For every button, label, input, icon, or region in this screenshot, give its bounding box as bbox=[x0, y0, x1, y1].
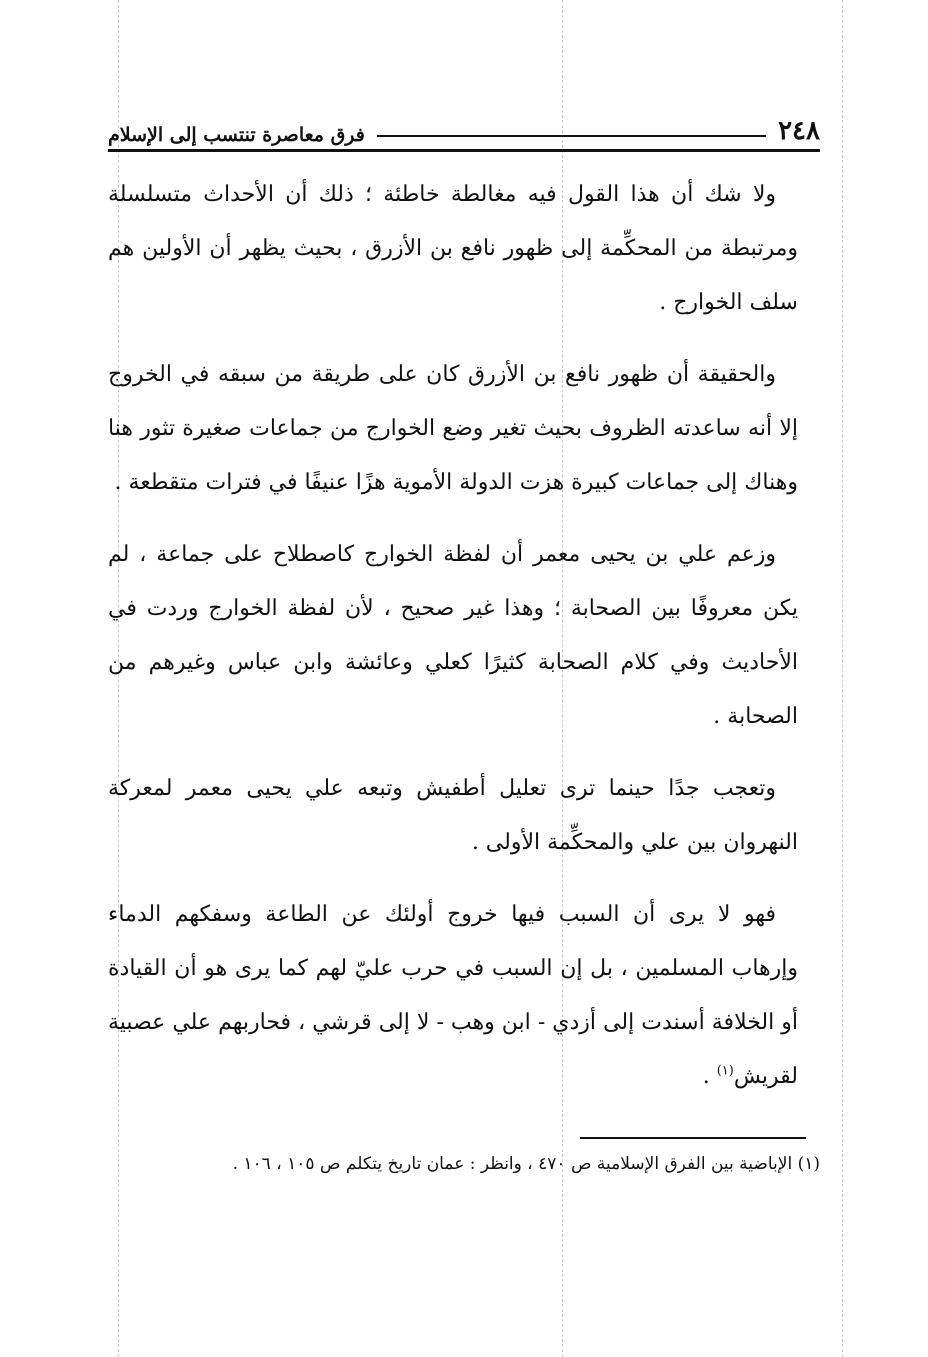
paragraph bbox=[108, 888, 798, 1104]
scan-artifact-line bbox=[842, 0, 843, 1357]
running-title: فرق معاصرة تنتسب إلى الإسلام bbox=[108, 124, 365, 146]
footnote: (١) الإباضية بين الفرق الإسلامية ص ٤٧٠ ، وانظر : عمان تاريخ يتكلم ص ١٠٥ ، ١٠٦ . bbox=[232, 1154, 820, 1174]
page-header bbox=[108, 102, 820, 146]
paragraph: ولا شك أن هذا القول فيه مغالطة خاطئة ؛ ذلك أن الأحداث متسلسلة ومرتبطة من المحكِّمة إلى ظهور نافع بن الأزرق ، بحيث يظهر أن الأولين هم سلف الخوارج . bbox=[108, 182, 798, 315]
footnote-reference: (١) bbox=[716, 1063, 734, 1079]
paragraph-text: فهو لا يرى أن السبب فيها خروج أولئك عن الطاعة وسفكهم الدماء وإرهاب المسلمين ، بل إن السبب في حرب عليّ لهم كما يرى هو أن القيادة أو الخلافة أسندت إلى أزدي - ابن وهب - لا إلى قرشي ، فحاربهم علي عصبية لقريش bbox=[108, 902, 798, 1089]
paragraph-end: . bbox=[702, 1064, 717, 1089]
footnote-rule bbox=[580, 1137, 806, 1139]
body-text bbox=[108, 168, 798, 1122]
page-number: ٢٤٨ bbox=[778, 116, 820, 146]
paragraph: والحقيقة أن ظهور نافع بن الأزرق كان على طريقة من سبقه في الخروج إلا أنه ساعدته الظروف بحيث تغير وضع الخوارج من جماعات صغيرة تثور هنا وهناك إلى جماعات كبيرة هزت الدولة الأموية هزًا عنيفًا في فترات متقطعة . bbox=[108, 362, 798, 495]
paragraph: وزعم علي بن يحيى معمر أن لفظة الخوارج كاصطلاح على جماعة ، لم يكن معروفًا بين الصحابة ؛ وهذا غير صحيح ، لأن لفظة الخوارج وردت في الأحاديث وفي كلام الصحابة كثيرًا كعلي وعائشة وابن عباس وغيرهم من الصحابة . bbox=[108, 542, 798, 729]
header-rule bbox=[108, 149, 820, 152]
paragraph: وتعجب جدًا حينما ترى تعليل أطفيش وتبعه علي يحيى معمر لمعركة النهروان بين علي والمحكِّمة الأولى . bbox=[108, 776, 798, 855]
header-dash-line bbox=[377, 135, 766, 137]
